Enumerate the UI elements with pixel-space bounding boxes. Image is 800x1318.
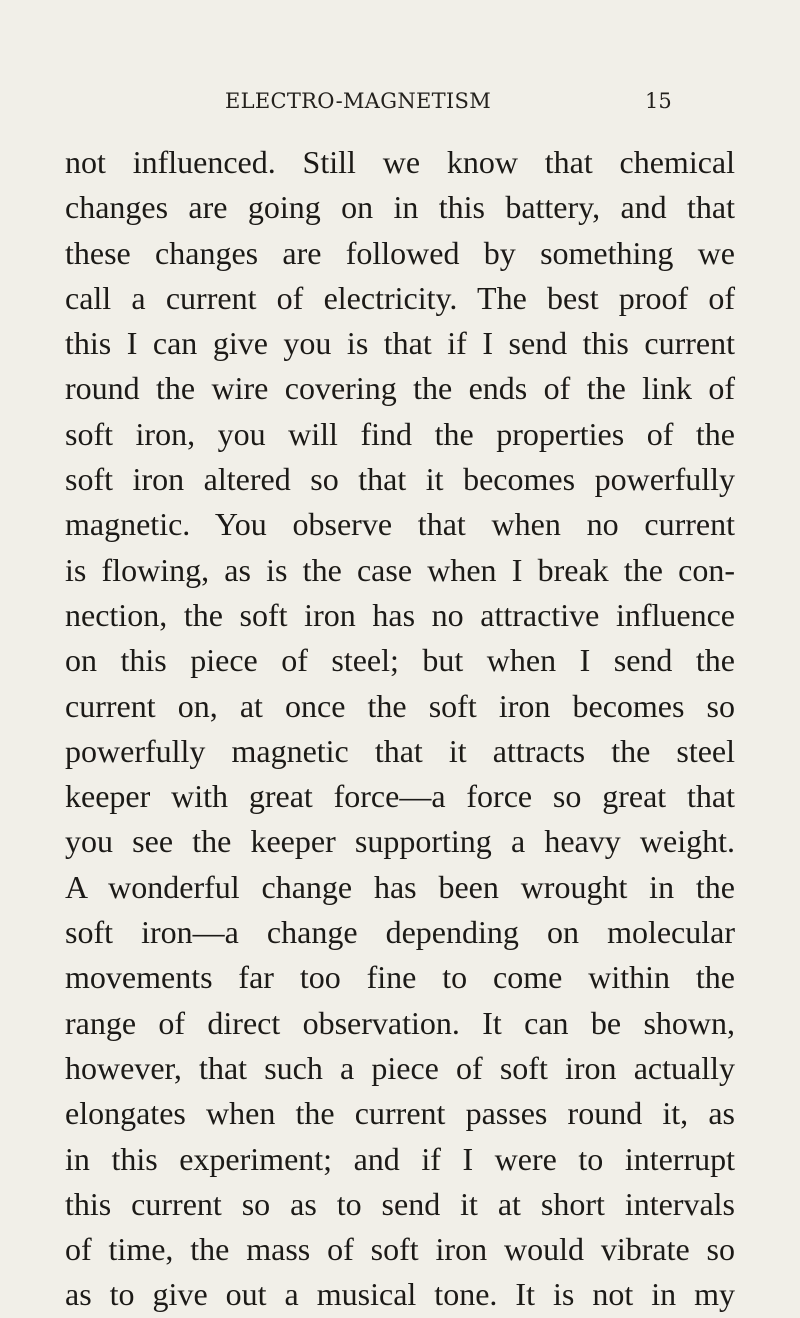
text-line: not influenced. Still we know that chemical [65,144,735,180]
text-line: these changes are followed by something we [65,234,735,271]
text-line: on this piece of steel; but when I send the [65,642,735,679]
text-line: in this experiment; and if I were to interrupt [65,1140,735,1177]
text-line: soft iron altered so that it becomes powerfully [65,461,735,498]
text-line: this current so as to send it at short intervals [65,1185,735,1222]
text-line: round the wire covering the ends of the link of [65,370,735,407]
text-line: keeper with great force—a force so great that [65,778,735,815]
text-line: A wonderful change has been wrought in the [65,868,735,905]
text-line: changes are going on in this battery, and that [65,189,735,226]
text-line: nection, the soft iron has no attractive influence [65,596,735,633]
running-head [0,86,800,126]
text-line: range of direct observation. It can be shown, [65,1004,735,1041]
text-line: this I can give you is that if I send this current [65,325,735,362]
text-line: you see the keeper supporting a heavy weight. [65,823,735,860]
text-line: is flowing, as is the case when I break the con- [65,551,735,588]
text-line: magnetic. You observe that when no current [65,506,735,543]
text-line: call a current of electricity. The best proof of [65,279,735,316]
page-number: 15 [645,89,672,113]
text-line: as to give out a musical tone. It is not in my [65,1276,735,1313]
running-title: ELECTRO-MAGNETISM [225,89,492,113]
text-line: soft iron, you will find the properties of the [65,415,735,452]
text-line: soft iron—a change depending on molecular [65,914,735,951]
text-line: of time, the mass of soft iron would vibrate so [65,1231,735,1268]
text-line: current on, at once the soft iron becomes so [65,687,735,724]
text-line: however, that such a piece of soft iron actually [65,1049,735,1086]
body-text [65,140,735,1318]
text-line: movements far too fine to come within the [65,959,735,996]
text-line: powerfully magnetic that it attracts the steel [65,732,735,769]
text-line: elongates when the current passes round it, as [65,1095,735,1132]
